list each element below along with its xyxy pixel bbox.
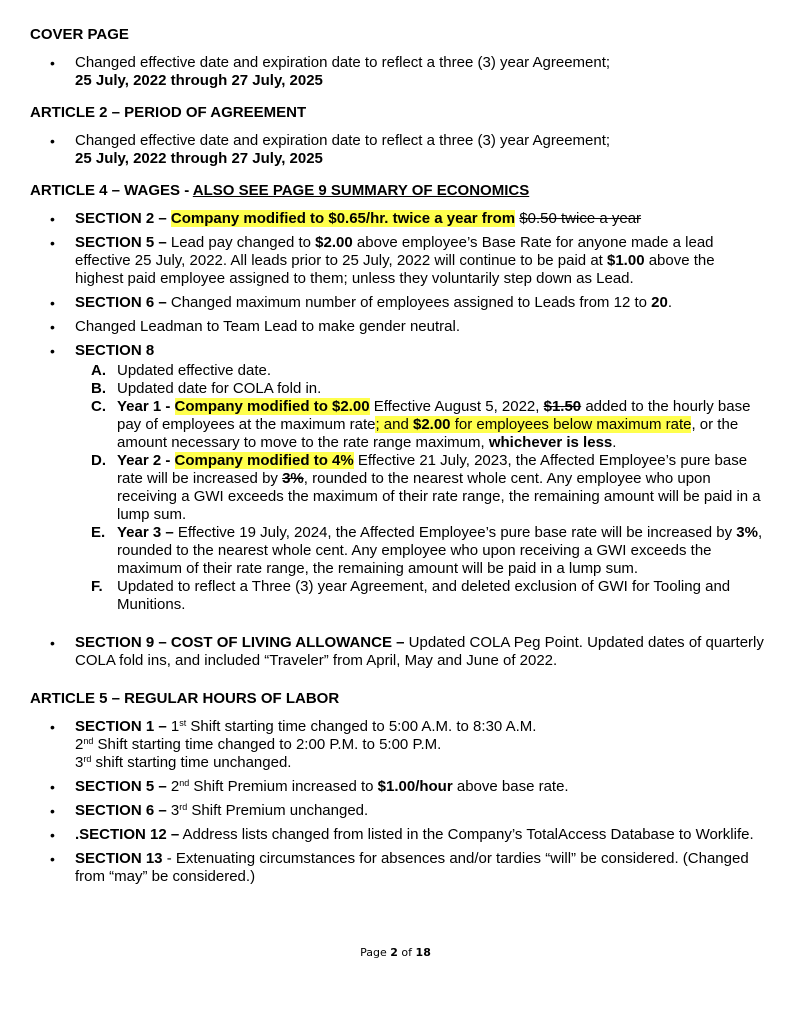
sub-list: [75, 362, 765, 614]
list-item: • SECTION 13 - Extenuating circumstances for absences and/or tardies “will” be considered. (Changed from “may” be considered.): [30, 850, 765, 886]
list-item: • SECTION 5 – Lead pay changed to $2.00 above employee’s Base Rate for anyone made a lead effective 25 July, 2022. All leads prior to 25 July, 2022 will continue to be paid at $1.00 above the highest paid employee assigned to them; unless they voluntarily step down as Lead.: [30, 234, 765, 288]
section-label: SECTION 13: [75, 850, 163, 867]
highlight: Company modified to $2.00: [174, 398, 370, 415]
list-item: [30, 132, 765, 168]
strikethrough-text: 3%: [282, 470, 304, 487]
section-label: SECTION 8: [75, 342, 155, 359]
article-2-item-dates: 25 July, 2022 through 27 July, 2025: [75, 150, 323, 167]
article-2-item-text: Changed effective date and expiration date to reflect a three (3) year Agreement;: [75, 132, 611, 149]
sub-item: A. Updated effective date.: [91, 362, 271, 379]
sub-item: F. Updated to reflect a Three (3) year Agreement, and deleted exclusion of GWI for Tooling and Munitions.: [91, 578, 731, 613]
section-label: SECTION 1 –: [75, 718, 167, 735]
economics-reference: ALSO SEE PAGE 9 SUMMARY OF ECONOMICS: [192, 182, 530, 199]
sub-item: D. Year 2 - Company modified to 4% Effective 21 July, 2023, the Affected Employee’s pure base rate will be increased by 3%, rounded to the nearest whole cent. Any employee who upon receiving a GWI exceeds the maximum of their rate range, the remaining amount will be paid in a lump sum.: [91, 452, 761, 523]
article-2-heading: ARTICLE 2 – PERIOD OF AGREEMENT: [30, 104, 307, 121]
cover-item-text: Changed effective date and expiration date to reflect a three (3) year Agreement;: [75, 54, 611, 71]
cover-item-dates: 25 July, 2022 through 27 July, 2025: [75, 72, 323, 89]
sub-item: C. Year 1 - Company modified to $2.00 Effective August 5, 2022, $1.50 added to the hourly base pay of employees at the maximum rate; and $2.00 for employees below maximum rate, or the amount necessary to move to the rate range maximum, whichever is less.: [91, 398, 751, 451]
sub-item: B. Updated date for COLA fold in.: [91, 380, 322, 397]
strikethrough-text: $0.50 twice a year: [519, 210, 642, 227]
section-label: SECTION 9 – COST OF LIVING ALLOWANCE –: [75, 634, 405, 651]
list-item: [30, 210, 765, 228]
cover-page-heading: COVER PAGE: [30, 26, 129, 43]
list-item: [30, 342, 765, 614]
list-item: [30, 54, 765, 90]
section-label: SECTION 5 –: [75, 778, 167, 795]
section-label: SECTION 6 –: [75, 802, 167, 819]
cover-page-section: [30, 26, 765, 90]
page-number: Page 2 of 18: [360, 946, 431, 959]
highlight: Company modified to $0.65/hr. twice a year from: [170, 210, 516, 227]
article-5-section: [30, 690, 765, 886]
article-4-section: [30, 182, 765, 670]
list-item: • Changed Leadman to Team Lead to make gender neutral.: [30, 318, 765, 336]
list-item: • SECTION 6 – Changed maximum number of employees assigned to Leads from 12 to 20.: [30, 294, 765, 312]
document-page: [30, 26, 765, 900]
list-item: • SECTION 6 – 3rd Shift Premium unchanged.: [30, 802, 765, 820]
article-5-heading: ARTICLE 5 – REGULAR HOURS OF LABOR: [30, 690, 340, 707]
highlight: $2.00: [412, 416, 451, 433]
list-item: • .SECTION 12 – Address lists changed from listed in the Company’s TotalAccess Database to Worklife.: [30, 826, 765, 844]
article-4-heading: [30, 182, 765, 200]
article-4-heading-text: ARTICLE 4 – WAGES -: [30, 182, 193, 199]
list-item: • SECTION 1 – 1st Shift starting time changed to 5:00 A.M. to 8:30 A.M. 2nd Shift starting time changed to 2:00 P.M. to 5:00 P.M. 3rd shift starting time unchanged.: [30, 718, 765, 772]
section-label: .SECTION 12 –: [75, 826, 180, 843]
highlight: ; and: [375, 416, 413, 433]
section-label: SECTION 2 –: [75, 210, 171, 227]
section-label: SECTION 6 –: [75, 294, 167, 311]
highlight: for employees below maximum rate: [450, 416, 692, 433]
article-2-section: [30, 104, 765, 168]
strikethrough-text: $1.50: [543, 398, 582, 415]
section-label: SECTION 5 –: [75, 234, 167, 251]
highlight: Company modified to 4%: [174, 452, 354, 469]
list-item: • SECTION 5 – 2nd Shift Premium increased to $1.00/hour above base rate.: [30, 778, 765, 796]
list-item: • SECTION 9 – COST OF LIVING ALLOWANCE – Updated COLA Peg Point. Updated dates of quarterly COLA fold ins, and included “Traveler” from April, May and June of 2022.: [30, 634, 765, 670]
sub-item: E. Year 3 – Effective 19 July, 2024, the Affected Employee’s pure base rate will be increased by 3%, rounded to the nearest whole cent. Any employee who upon receiving a GWI exceeds the maximum of their rate range, the remaining amount will be paid in a lump sum.: [91, 524, 763, 577]
